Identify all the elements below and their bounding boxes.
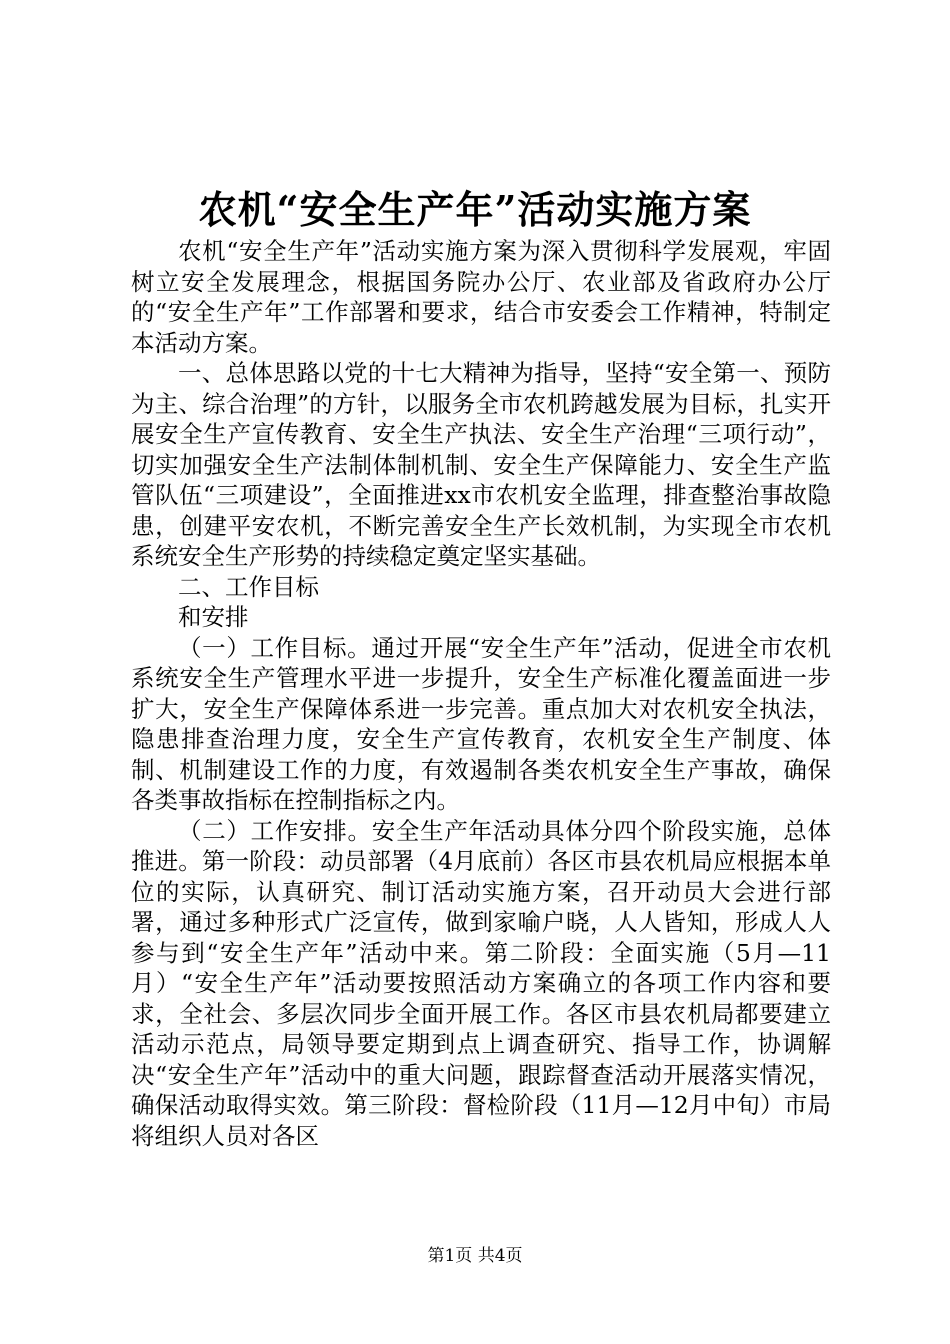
paragraph-section-1: 一、总体思路以党的十七大精神为指导，坚持“安全第一、预防为主、综合治理”的方针，以服务全市农机跨越发展为目标，扎实开展安全生产宣传教育、安全生产执法、安全生产治理“三项行动”，切实加强安全生产法制体制机制、安全生产保障能力、安全生产监管队伍“三项建设”，全面推进xx市农机安全监理，排查整治事故隐患，创建平安农机，不断完善安全生产长效机制，为实现全市农机系统安全生产形势的持续稳定奠定坚实基础。	[131, 359, 831, 570]
document-body	[131, 236, 831, 1151]
document-title: 农机“安全生产年”活动实施方案	[198, 187, 752, 232]
paragraph-intro: 农机“安全生产年”活动实施方案为深入贯彻科学发展观，牢固树立安全发展理念，根据国务院办公厅、农业部及省政府办公厅的“安全生产年”工作部署和要求，结合市安委会工作精神，特制定本活动方案。	[131, 237, 831, 357]
heading-section-2-continued: 和安排	[178, 603, 249, 631]
heading-section-2: 二、工作目标	[178, 572, 319, 601]
paragraph-work-arrangement: （二）工作安排。安全生产年活动具体分四个阶段实施，总体推进。第一阶段：动员部署（4月底前）各区市县农机局应根据本单位的实际，认真研究、制订活动实施方案，召开动员大会进行部署，通过多种形式广泛宣传，做到家喻户晓，人人皆知，形成人人参与到“安全生产年”活动中来。第二阶段：全面实施（5月—11月）“安全生产年”活动要按照活动方案确立的各项工作内容和要求，全社会、多层次同步全面开展工作。各区市县农机局都要建立活动示范点，局领导要定期到点上调查研究、指导工作，协调解决“安全生产年”活动中的重大问题，跟踪督查活动开展落实情况，确保活动取得实效。第三阶段：督检阶段（11月—12月中旬）市局将组织人员对各区	[131, 816, 831, 1150]
page-number-footer: 第1页 共4页	[427, 1246, 523, 1266]
paragraph-work-goals: （一）工作目标。通过开展“安全生产年”活动，促进全市农机系统安全生产管理水平进一步提升，安全生产标准化覆盖面进一步扩大，安全生产保障体系进一步完善。重点加大对农机安全执法，隐患排查治理力度，安全生产宣传教育，农机安全生产制度、体制、机制建设工作的力度，有效遏制各类农机安全生产事故，确保各类事故指标在控制指标之内。	[131, 633, 831, 814]
